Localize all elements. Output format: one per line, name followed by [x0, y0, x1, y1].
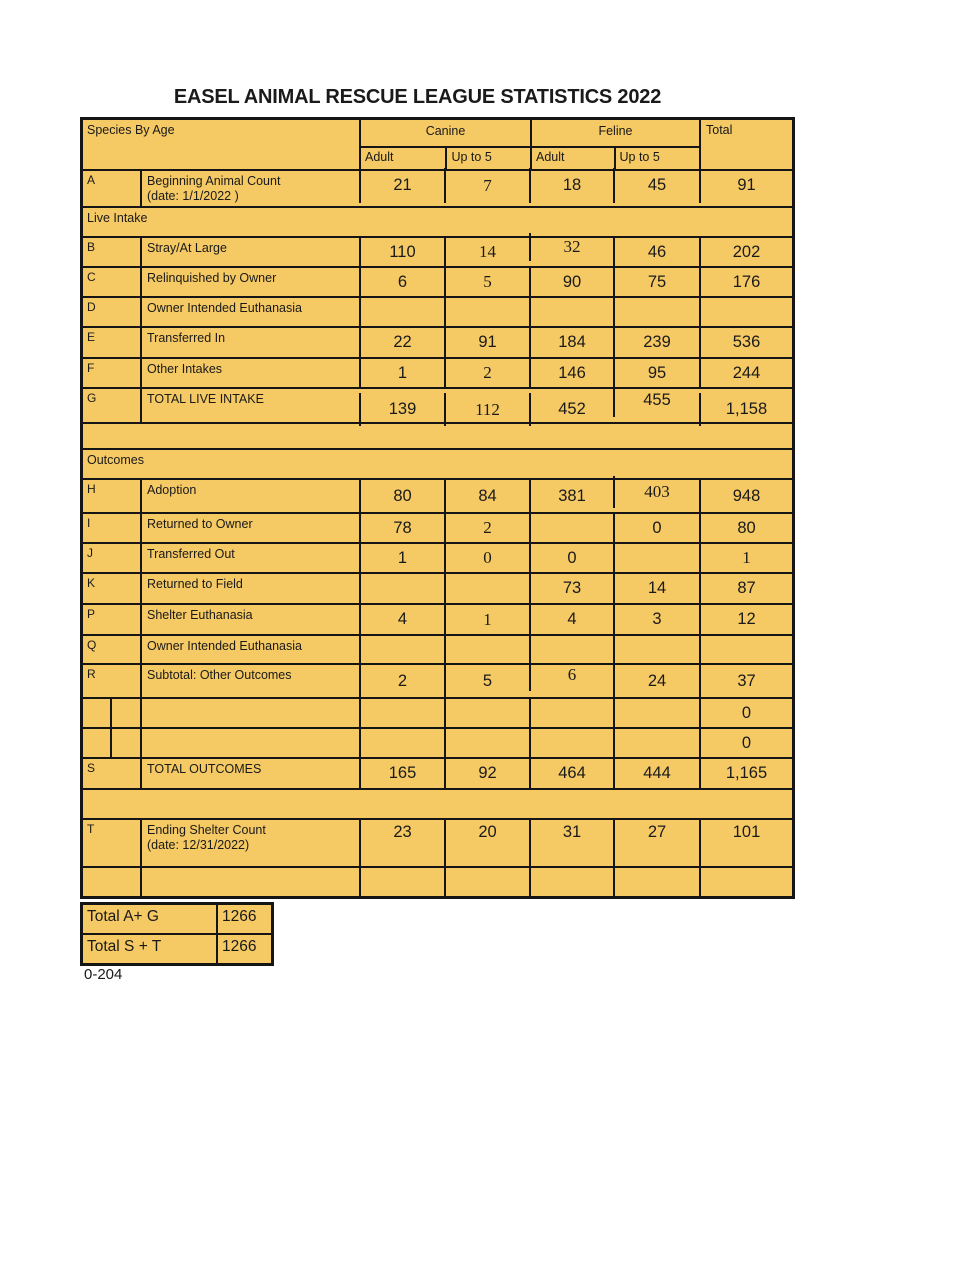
value-feline-adult: 184 — [529, 328, 613, 357]
row-b — [83, 236, 792, 266]
empty-cell — [110, 699, 140, 727]
value-total: 948 — [699, 480, 792, 512]
value-feline-up5: 14 — [613, 574, 699, 603]
value-total: 80 — [699, 514, 792, 542]
value-canine-adult: 1 — [359, 359, 444, 387]
value-canine-adult: 165 — [359, 759, 444, 788]
value-canine-adult: 23 — [359, 820, 444, 866]
value-feline-up5 — [613, 699, 699, 727]
value-total — [699, 298, 792, 326]
row-sublabel: (date: 1/1/2022 ) — [147, 188, 239, 203]
row-label-cell: Shelter Euthanasia — [140, 605, 359, 634]
row-label-cell: Subtotal: Other Outcomes — [140, 665, 359, 697]
value-canine-up5: 84 — [444, 480, 529, 512]
empty-cell — [140, 868, 359, 896]
value-total: 244 — [699, 359, 792, 387]
row-label-cell: Relinquished by Owner — [140, 268, 359, 296]
row-label-cell: Owner Intended Euthanasia — [140, 298, 359, 326]
value-canine-adult: 6 — [359, 268, 444, 296]
row-letter-cell: T — [87, 822, 95, 836]
value-canine-adult: 80 — [359, 480, 444, 512]
value-feline-up5 — [613, 729, 699, 757]
value-total: 536 — [699, 328, 792, 357]
row-a — [83, 169, 792, 206]
empty-cell — [83, 868, 140, 896]
summary-row-a-plus-g — [83, 905, 271, 933]
row-d — [83, 296, 792, 326]
value-total: 1,165 — [699, 759, 792, 788]
row-label-cell: Owner Intended Euthanasia — [140, 636, 359, 663]
row-label-cell: Other Intakes — [140, 359, 359, 387]
value-feline-up5: 403 — [613, 476, 699, 508]
empty-cell — [359, 868, 444, 896]
row-letter-cell: S — [87, 761, 96, 775]
value-feline-up5 — [613, 636, 699, 663]
value-feline-adult: 0 — [529, 544, 613, 572]
header-row — [83, 120, 792, 169]
section-live-intake — [83, 206, 792, 236]
row-letter-cell: J — [87, 546, 93, 560]
row-s — [83, 757, 792, 788]
summary-label: Total S + T — [87, 938, 162, 955]
row-letter-cell: E — [87, 330, 96, 344]
row-letter-cell: R — [87, 667, 96, 681]
value-feline-up5: 239 — [613, 328, 699, 357]
row-label-cell: Transferred Out — [140, 544, 359, 572]
empty-cell — [444, 868, 529, 896]
row-sublabel: (date: 12/31/2022) — [147, 837, 250, 852]
value-canine-up5 — [444, 298, 529, 326]
value-feline-up5 — [613, 298, 699, 326]
empty-bottom-row — [83, 866, 792, 896]
value-feline-adult: 32 — [529, 233, 613, 261]
row-g — [83, 387, 792, 422]
value-feline-adult: 31 — [529, 820, 613, 866]
value-canine-up5: 5 — [444, 665, 529, 697]
row-letter-cell: K — [87, 576, 96, 590]
value-feline-up5: 0 — [613, 514, 699, 542]
empty-cell — [83, 699, 110, 727]
canine-up-to-5-subheader-cell: Up to 5 — [445, 148, 530, 169]
feline-header-cell: Feline — [530, 120, 699, 146]
value-canine-up5: 92 — [444, 759, 529, 788]
value-feline-adult — [529, 699, 613, 727]
value-canine-adult — [359, 636, 444, 663]
row-letter-cell: P — [87, 607, 96, 621]
value-feline-adult: 464 — [529, 759, 613, 788]
value-feline-adult: 146 — [529, 359, 613, 387]
section-label: Outcomes — [87, 453, 144, 467]
row-letter-cell: C — [87, 270, 96, 284]
row-letter-cell: D — [87, 300, 96, 314]
value-canine-adult: 22 — [359, 328, 444, 357]
canine-adult-subheader-cell: Adult — [365, 150, 394, 164]
row-h — [83, 478, 792, 512]
form-number-footnote: 0-204 — [84, 966, 123, 983]
page-title: EASEL ANIMAL RESCUE LEAGUE STATISTICS 2022 — [173, 86, 662, 108]
row-label-cell — [140, 171, 359, 206]
value-canine-up5: 20 — [444, 820, 529, 866]
row-label-cell: TOTAL OUTCOMES — [140, 759, 359, 788]
value-feline-adult — [529, 298, 613, 326]
value-canine-adult — [359, 729, 444, 757]
row-i — [83, 512, 792, 542]
value-canine-up5 — [444, 574, 529, 603]
empty-cell — [699, 868, 792, 896]
row-label: Beginning Animal Count — [147, 174, 281, 188]
value-feline-up5: 455 — [613, 384, 699, 417]
row-p — [83, 603, 792, 634]
row-label: Ending Shelter Count — [147, 823, 266, 837]
value-canine-up5: 112 — [444, 393, 529, 426]
row-letter-cell: A — [87, 173, 96, 187]
row-letter-cell: Q — [87, 638, 97, 652]
row-letter-cell: F — [87, 361, 95, 375]
value-feline-adult: 6 — [529, 659, 613, 691]
row-label-cell: Transferred In — [140, 328, 359, 357]
empty-cell — [83, 790, 792, 818]
row-j — [83, 542, 792, 572]
value-feline-up5: 24 — [613, 665, 699, 697]
empty-label-cell — [140, 699, 359, 727]
row-label-cell: TOTAL LIVE INTAKE — [140, 389, 359, 422]
value-canine-up5 — [444, 699, 529, 727]
section-label: Live Intake — [87, 211, 148, 225]
feline-up-to-5-subheader-cell: Up to 5 — [614, 148, 700, 169]
value-total — [699, 636, 792, 663]
value-canine-adult: 2 — [359, 665, 444, 697]
value-canine-up5: 14 — [444, 238, 529, 266]
animal-type-header-row — [361, 120, 699, 148]
value-total: 1,158 — [699, 393, 792, 426]
value-canine-up5: 91 — [444, 328, 529, 357]
summary-value: 1266 — [216, 935, 271, 963]
species-by-age-header-cell: Species By Age — [87, 123, 175, 137]
canine-header-cell: Canine — [425, 124, 466, 138]
value-canine-adult: 139 — [359, 393, 444, 426]
row-label-cell — [140, 820, 359, 866]
value-feline-up5: 46 — [613, 238, 699, 266]
value-canine-adult — [359, 574, 444, 603]
empty-cell — [83, 729, 110, 757]
value-total: 101 — [699, 820, 792, 866]
row-label-cell: Returned to Owner — [140, 514, 359, 542]
value-canine-adult — [359, 298, 444, 326]
summary-label: Total A+ G — [87, 908, 159, 925]
row-q — [83, 634, 792, 663]
value-total: 37 — [699, 665, 792, 697]
row-e — [83, 326, 792, 357]
value-canine-up5: 2 — [444, 514, 529, 542]
value-feline-adult: 4 — [529, 605, 613, 634]
value-feline-adult — [529, 729, 613, 757]
value-feline-adult — [529, 514, 613, 542]
age-subheader-row — [361, 148, 699, 169]
value-canine-up5: 0 — [444, 544, 529, 572]
row-letter-cell: I — [87, 516, 91, 530]
value-canine-up5: 1 — [444, 605, 529, 634]
value-feline-up5: 3 — [613, 605, 699, 634]
row-label-cell: Adoption — [140, 480, 359, 512]
feline-adult-subheader-cell: Adult — [530, 148, 614, 169]
summary-table — [80, 902, 274, 966]
row-letter-cell: G — [87, 391, 97, 405]
value-total: 176 — [699, 268, 792, 296]
species-columns-group — [359, 120, 699, 169]
total-header-cell: Total — [699, 120, 792, 169]
value-canine-up5: 2 — [444, 359, 529, 387]
value-total: 87 — [699, 574, 792, 603]
value-feline-up5: 75 — [613, 268, 699, 296]
value-total: 0 — [699, 699, 792, 727]
value-feline-adult: 73 — [529, 574, 613, 603]
row-label-cell: Stray/At Large — [140, 238, 359, 266]
summary-row-s-plus-t — [83, 933, 271, 963]
value-total: 91 — [699, 168, 792, 203]
value-canine-adult: 1 — [359, 544, 444, 572]
value-canine-adult: 110 — [359, 238, 444, 266]
value-feline-up5 — [613, 544, 699, 572]
value-canine-up5 — [444, 636, 529, 663]
empty-cell — [83, 424, 792, 448]
value-total: 1 — [699, 544, 792, 572]
value-canine-adult: 78 — [359, 514, 444, 542]
value-canine-up5: 5 — [444, 268, 529, 296]
value-canine-up5 — [444, 729, 529, 757]
value-canine-adult — [359, 699, 444, 727]
row-letter-cell: H — [87, 482, 96, 496]
value-total: 12 — [699, 605, 792, 634]
value-feline-up5: 45 — [613, 168, 699, 203]
empty-cell — [529, 868, 613, 896]
value-feline-up5: 27 — [613, 820, 699, 866]
value-total: 0 — [699, 729, 792, 757]
summary-value: 1266 — [216, 905, 271, 933]
value-feline-up5: 95 — [613, 359, 699, 387]
value-canine-up5: 7 — [444, 168, 529, 203]
statistics-table — [80, 117, 795, 899]
unlabeled-zero-row — [83, 697, 792, 727]
value-feline-adult: 381 — [529, 480, 613, 512]
row-c — [83, 266, 792, 296]
row-t — [83, 818, 792, 866]
empty-cell — [110, 729, 140, 757]
spacer-row — [83, 788, 792, 818]
value-feline-adult: 18 — [529, 168, 613, 203]
row-r — [83, 663, 792, 697]
value-feline-adult: 90 — [529, 268, 613, 296]
row-letter-cell: B — [87, 240, 96, 254]
value-feline-adult: 452 — [529, 393, 613, 426]
value-canine-adult: 21 — [359, 168, 444, 203]
row-label-cell: Returned to Field — [140, 574, 359, 603]
value-canine-adult: 4 — [359, 605, 444, 634]
row-k — [83, 572, 792, 603]
value-total: 202 — [699, 238, 792, 266]
value-feline-up5: 444 — [613, 759, 699, 788]
empty-label-cell — [140, 729, 359, 757]
empty-cell — [613, 868, 699, 896]
row-f — [83, 357, 792, 387]
unlabeled-zero-row — [83, 727, 792, 757]
section-outcomes — [83, 448, 792, 478]
